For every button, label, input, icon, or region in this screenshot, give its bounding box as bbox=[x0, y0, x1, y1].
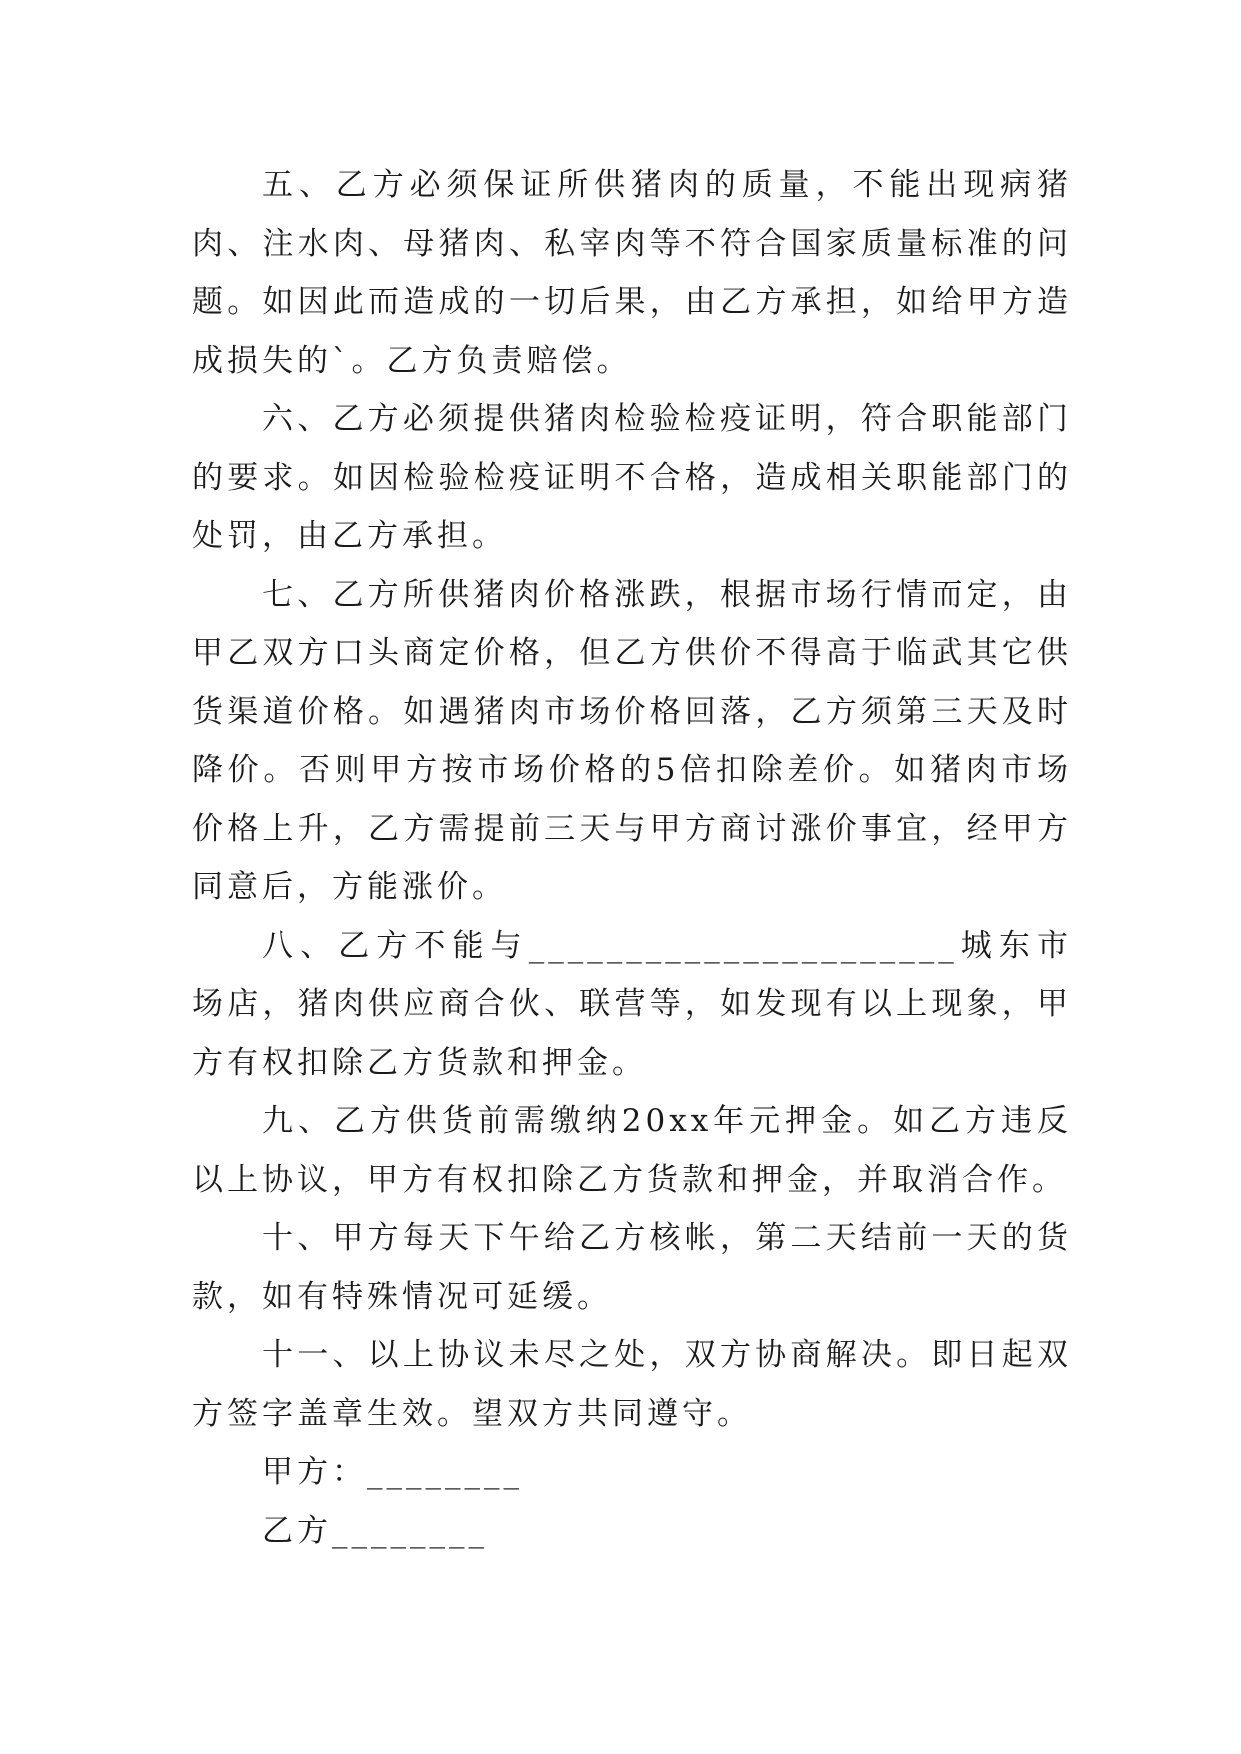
signature-party-b: 乙方________ bbox=[262, 1512, 488, 1549]
clause-7: 七、乙方所供猪肉价格涨跌，根据市场行情而定，由甲乙双方口头商定价格，但乙方供价不得高于临武其它供货渠道价格。如遇猪肉市场价格回落，乙方须第三天及时降价。否则甲方按市场价格的5倍扣除差价。如猪肉市场价格上升，乙方需提前三天与甲方商讨涨价事宜，经甲方同意后，方能涨价。 bbox=[192, 576, 1072, 905]
clause-10: 十、甲方每天下午给乙方核帐，第二天结前一天的货款，如有特殊情况可延缓。 bbox=[192, 1220, 1072, 1315]
clause-5: 五、乙方必须保证所供猪肉的质量，不能出现病猪肉、注水肉、母猪肉、私宰肉等不符合国家质量标准的问题。如因此而造成的一切后果，由乙方承担，如给甲方造成损失的`。乙方负责赔偿。 bbox=[192, 167, 1072, 379]
clause-11: 十一、以上协议未尽之处，双方协商解决。即日起双方签字盖章生效。望双方共同遵守。 bbox=[192, 1337, 1072, 1432]
document-body bbox=[192, 156, 1072, 1560]
clause-6: 六、乙方必须提供猪肉检验检疫证明，符合职能部门的要求。如因检验检疫证明不合格，造成相关职能部门的处罚，由乙方承担。 bbox=[192, 401, 1072, 554]
signature-party-a: 甲方：________ bbox=[262, 1454, 523, 1490]
clause-8: 八、乙方不能与______________________城东市场店，猪肉供应商合伙、联营等，如发现有以上现象，甲方有权扣除乙方货款和押金。 bbox=[192, 927, 1072, 1081]
clause-9: 九、乙方供货前需缴纳20xx年元押金。如乙方违反以上协议，甲方有权扣除乙方货款和押金，并取消合作。 bbox=[192, 1103, 1072, 1198]
